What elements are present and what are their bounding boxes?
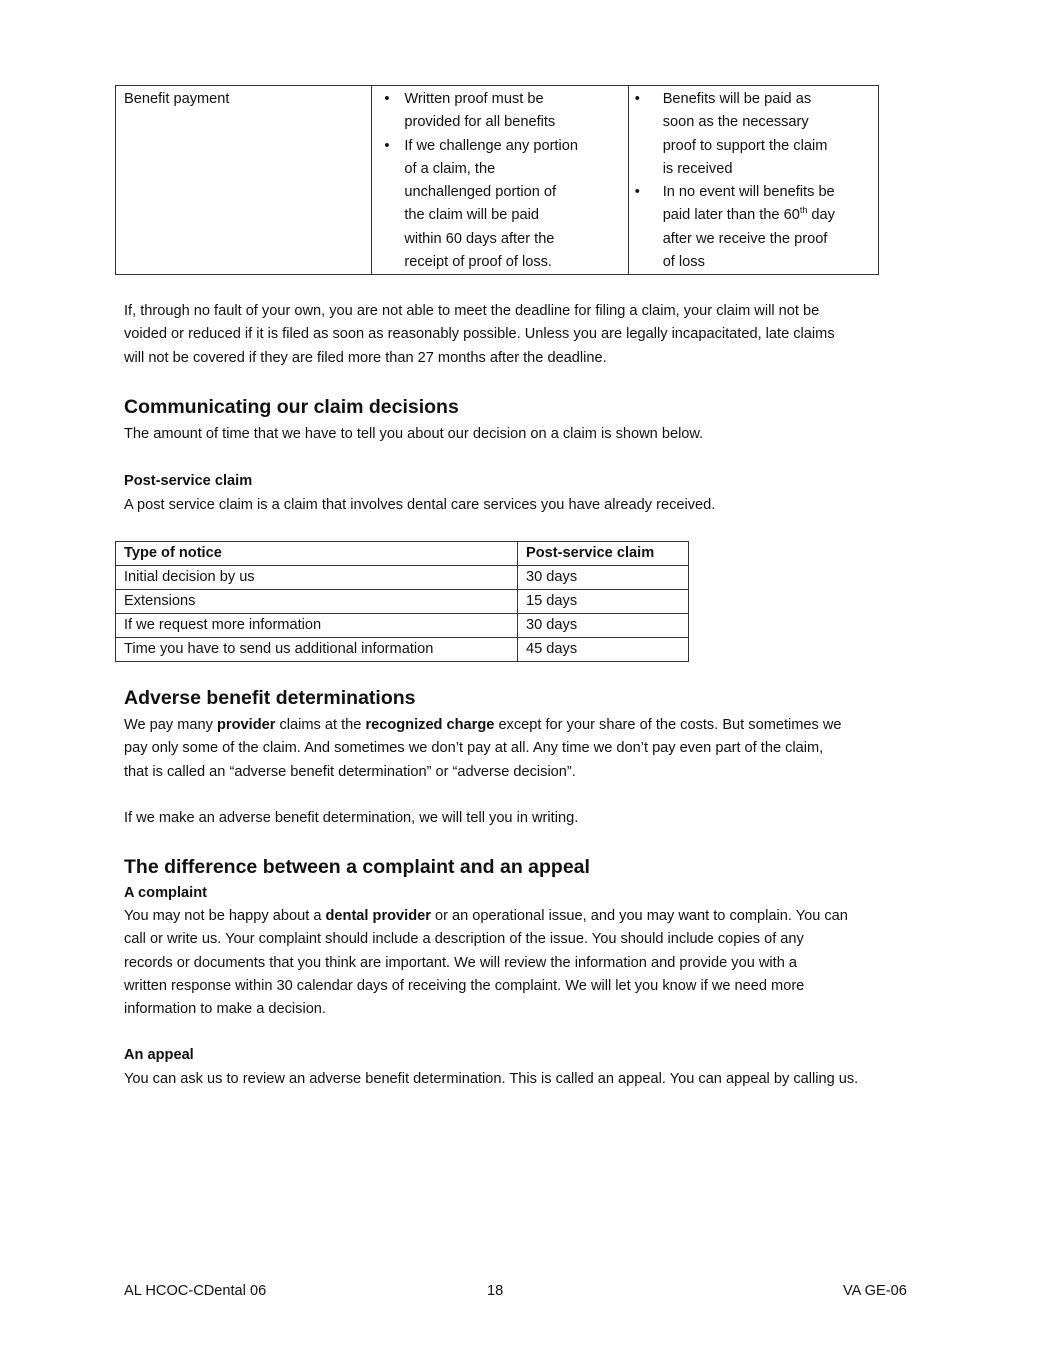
text-line [124, 952, 848, 975]
text-line [124, 998, 848, 1021]
text: records or documents that you think are important. We will review the information and provide you with a [124, 954, 797, 971]
cell: If we request more information [116, 614, 518, 638]
post-service-heading: Post-service claim [124, 473, 253, 489]
text: information to make a decision. [124, 1001, 326, 1018]
text: We pay many [124, 717, 218, 733]
benefit-payment-label [116, 86, 372, 275]
adverse-paragraph [124, 714, 842, 784]
cell: 15 days [518, 590, 689, 614]
text: If, through no fault of your own, you are not able to meet the deadline for filing a claim, your claim will not be [124, 303, 820, 319]
text: claims at the [275, 717, 366, 733]
late-claims-paragraph [124, 300, 835, 370]
cell: 45 days [518, 638, 689, 662]
complaint-heading: A complaint [124, 885, 207, 901]
adverse-heading: Adverse benefit determinations [124, 687, 416, 709]
benefit-timing-cell [628, 86, 878, 275]
header-post-service-claim: Post-service claim [518, 542, 689, 566]
text: voided or reduced if it is filed as soon as reasonably possible. Unless you are legally incapacitated, late claims [124, 326, 835, 343]
cell: 30 days [518, 566, 689, 590]
benefit-payment-table [115, 85, 879, 275]
benefit-requirements-cell [372, 86, 628, 275]
text-line [124, 323, 835, 346]
footer-form-code: VA GE-06 [843, 1283, 907, 1299]
notice-table [115, 541, 689, 662]
text-line [124, 761, 842, 784]
text-line [124, 975, 848, 998]
table-header-row [116, 542, 689, 566]
text: day after we receive the proof of loss [662, 207, 835, 271]
communicating-heading: Communicating our claim decisions [124, 396, 459, 418]
text: pay only some of the claim. And sometimes we don’t pay at all. Any time we don’t pay even part of the claim, [124, 740, 824, 757]
text: that is called an “adverse benefit determination” or “adverse decision”. [124, 763, 576, 780]
appeal-text: You can ask us to review an adverse benefit determination. This is called an appeal. You can appeal by calling us. [124, 1071, 859, 1087]
text: written response within 30 calendar days of receiving the complaint. We will let you know if we need more [124, 977, 805, 994]
footer-document-id: AL HCOC-CDental 06 [124, 1283, 267, 1299]
cell: 30 days [518, 614, 689, 638]
text-line [124, 905, 848, 928]
text-line [124, 300, 835, 323]
appeal-heading: An appeal [124, 1047, 194, 1063]
list-item [631, 181, 870, 274]
text: You may not be happy about a [124, 908, 326, 924]
header-type-of-notice: Type of notice [116, 542, 518, 566]
difference-heading: The difference between a complaint and an appeal [124, 856, 590, 878]
bold-term: provider [217, 717, 276, 733]
text: will not be covered if they are filed more than 27 months after the deadline. [124, 349, 607, 366]
table-row [116, 590, 689, 614]
text: call or write us. Your complaint should include a description of the issue. You should include copies of any [124, 931, 804, 948]
table-row [116, 566, 689, 590]
row-label: Benefit payment [124, 91, 230, 107]
cell: Extensions [116, 590, 518, 614]
cell: Initial decision by us [116, 566, 518, 590]
post-service-text: A post service claim is a claim that involves dental care services you have already received. [124, 497, 716, 513]
list-item: • Written proof must be provided for all benefits [380, 88, 619, 135]
list-item: • Benefits will be paid as soon as the necessary proof to support the claim is received [631, 88, 870, 181]
complaint-paragraph [124, 905, 848, 1021]
list-item: • If we challenge any portion of a claim, the unchallenged portion of the claim will be paid within 60 days after the receipt of proof of loss. [380, 135, 619, 275]
text-line [124, 347, 835, 370]
bold-term: dental provider [325, 908, 431, 924]
superscript: th [799, 205, 808, 216]
communicating-intro: The amount of time that we have to tell you about our decision on a claim is shown below. [124, 426, 704, 442]
table-row [116, 638, 689, 662]
text-line [124, 714, 842, 737]
table-row [116, 614, 689, 638]
text-line [124, 737, 842, 760]
cell: Time you have to send us additional information [116, 638, 518, 662]
text-line [124, 928, 848, 951]
text: or an operational issue, and you may want to complain. You can [430, 908, 848, 924]
text: In no event will benefits be paid later than the 60 [662, 184, 835, 224]
adverse-writing-text: If we make an adverse benefit determination, we will tell you in writing. [124, 810, 579, 826]
text: except for your share of the costs. But sometimes we [494, 717, 842, 733]
footer-page-number: 18 [487, 1283, 504, 1299]
bold-term: recognized charge [365, 717, 495, 733]
